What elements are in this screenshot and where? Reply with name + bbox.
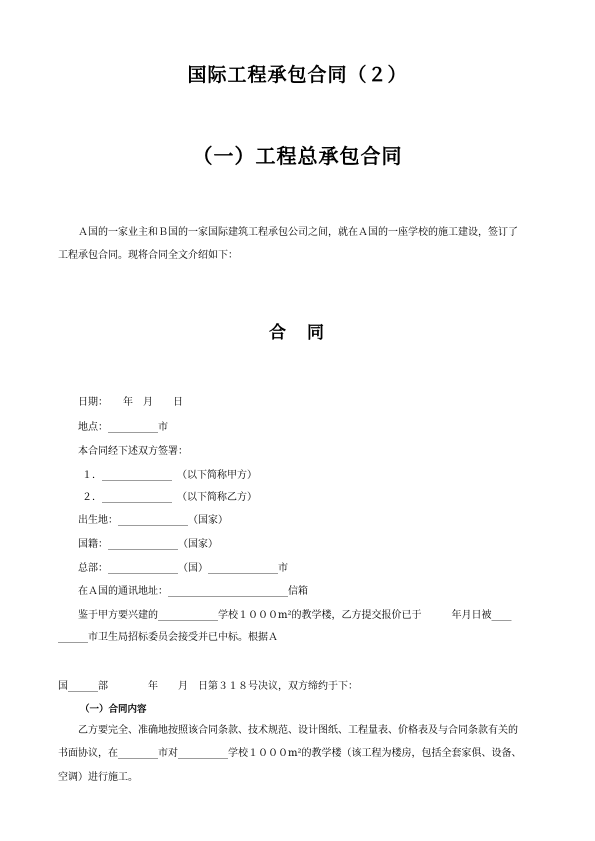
parties-intro: 本合同经下述双方签署： xyxy=(78,446,188,457)
document-subtitle: （一）工程总承包合同 xyxy=(192,144,403,168)
section-heading: （一）合同内容 xyxy=(80,704,147,715)
intro-line-1: Ａ国的一家业主和Ｂ国的一家国际建筑工程承包公司之间，就在Ａ国的一座学校的施工建设，签订了 xyxy=(78,227,518,238)
headquarters-field: 总部：______________（国）______________市 xyxy=(78,563,288,574)
document-title: 国际工程承包合同（２） xyxy=(187,64,408,86)
section-line-1: 乙方要完全、准确地按照该合同条款、技术规范、设计图纸、工程量表、价格表及与合同条款有关的 xyxy=(78,725,518,736)
party2-field: ２．______________ （以下简称乙方） xyxy=(82,492,257,503)
contract-heading: 合 同 xyxy=(269,323,326,343)
address-field: 在Ａ国的通讯地址：________________________信箱 xyxy=(78,586,308,597)
intro-line-2: 工程承包合同。现将合同全文介绍如下： xyxy=(58,250,238,261)
section-line-2: 书面协议，在________市对__________学校１０００m²的教学楼（该工程为楼房，包括全套家俱、设备、 xyxy=(58,748,522,759)
recital-line-1: 鉴于甲方要兴建的____________学校１０００m²的教学楼，乙方提交报价已于 年月日被____ xyxy=(78,610,512,621)
nationality-field: 国籍：______________（国家） xyxy=(78,539,218,550)
recital-line-2: ______市卫生局招标委员会接受并已中标。根据Ａ xyxy=(58,632,278,643)
birthplace-field: 出生地：______________（国家） xyxy=(78,515,228,526)
recital-line-3: 国______部 年 月 日第３１８号决议，双方缔约于下： xyxy=(58,681,358,692)
party1-field: １．______________ （以下简称甲方） xyxy=(82,470,257,481)
place-field: 地点：__________市 xyxy=(78,422,168,433)
date-field: 日期： 年 月 日 xyxy=(78,397,183,408)
section-line-3: 空调）进行施工。 xyxy=(58,772,138,783)
